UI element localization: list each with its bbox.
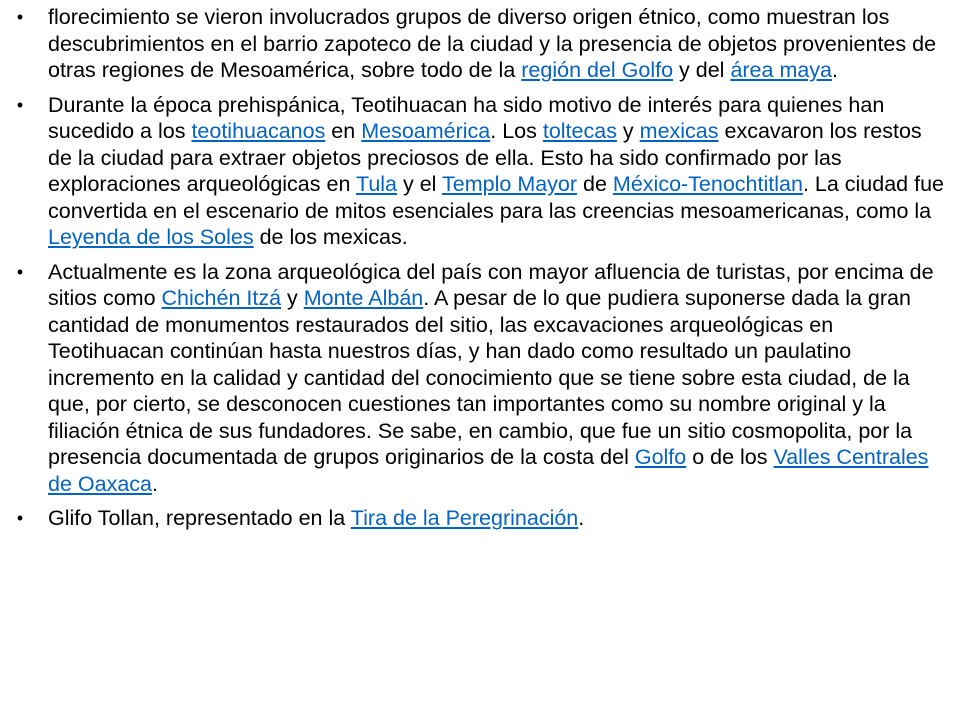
hyperlink[interactable]: Leyenda de los Soles bbox=[48, 225, 254, 249]
text-segment: excavaron los restos de la ciudad para extraer objetos preciosos de ella. Esto ha sido confirmado por las exploraciones arqueológicas en bbox=[48, 119, 922, 196]
bullet-item bbox=[10, 4, 946, 84]
hyperlink[interactable]: región del Golfo bbox=[521, 58, 674, 82]
hyperlink[interactable]: Templo Mayor bbox=[442, 172, 578, 196]
bullet-text bbox=[48, 93, 944, 250]
bullet-text bbox=[48, 506, 584, 530]
text-segment: florecimiento se vieron involucrados grupos de diverso origen étnico, como muestran los descubrimientos en el barrio zapoteco de la ciudad y la presencia de objetos provenientes de otras regiones de Mesoamérica, sobre todo de la bbox=[48, 5, 937, 82]
hyperlink[interactable]: Chichén Itzá bbox=[161, 286, 282, 310]
bullet-item bbox=[10, 259, 946, 498]
hyperlink[interactable]: Tira de la Peregrinación bbox=[350, 506, 579, 530]
text-segment: en bbox=[325, 119, 362, 143]
text-segment: y del bbox=[673, 58, 731, 82]
text-segment: . A pesar de lo que pudiera suponerse dada la gran cantidad de monumentos restaurados del sitio, las excavaciones arqueológicas en Teotihuacan continúan hasta nuestros días, y han dado como resultado un paulatino incremento en la calidad y cantidad del conocimiento que se tiene sobre esta ciudad, de la que, por cierto, se desconocen cuestiones tan importantes como su nombre original y la filiación étnica de sus fundadores. Se sabe, en cambio, que fue un sitio cosmopolita, por la presencia documentada de grupos originarios de la costa del bbox=[48, 286, 913, 469]
bullet-list bbox=[10, 4, 946, 532]
text-segment: y el bbox=[397, 172, 443, 196]
hyperlink[interactable]: toltecas bbox=[542, 119, 617, 143]
text-segment: . Los bbox=[490, 119, 543, 143]
bullet-text bbox=[48, 5, 936, 82]
hyperlink[interactable]: área maya bbox=[730, 58, 833, 82]
hyperlink[interactable]: México-Tenochtitlan bbox=[612, 172, 803, 196]
hyperlink[interactable]: Mesoamérica bbox=[361, 119, 491, 143]
text-segment: y bbox=[616, 119, 640, 143]
text-segment: . La ciudad fue convertida en el escenario de mitos esenciales para las creencias mesoamericanas, como la bbox=[48, 172, 944, 223]
bullet-item bbox=[10, 92, 946, 251]
text-segment: Actualmente es la zona arqueológica del país con mayor afluencia de turistas, por encima de sitios como bbox=[48, 259, 934, 310]
text-segment: de los mexicas. bbox=[253, 225, 408, 249]
hyperlink[interactable]: teotihuacanos bbox=[191, 119, 326, 143]
bullet-dot-icon: • bbox=[16, 94, 24, 115]
text-segment: Durante la época prehispánica, Teotihuacan ha sido motivo de interés para quienes han sucedido a los bbox=[48, 92, 885, 143]
bullet-dot-icon: • bbox=[16, 508, 24, 528]
bullet-text bbox=[48, 260, 934, 496]
bullet-dot-icon: • bbox=[16, 7, 24, 27]
text-segment: y bbox=[281, 286, 304, 310]
hyperlink[interactable]: Valles Centrales de Oaxaca bbox=[48, 445, 929, 496]
text-segment: Glifo Tollan, representado en la bbox=[48, 506, 351, 530]
hyperlink[interactable]: Monte Albán bbox=[303, 286, 424, 310]
bullet-dot-icon: • bbox=[16, 261, 24, 282]
text-segment: . bbox=[151, 471, 158, 496]
text-segment: . bbox=[578, 506, 585, 530]
hyperlink[interactable]: Tula bbox=[355, 172, 398, 196]
hyperlink[interactable]: Golfo bbox=[634, 445, 687, 469]
text-segment: de bbox=[577, 172, 613, 196]
text-segment: . bbox=[832, 58, 839, 82]
bullet-item bbox=[10, 505, 946, 532]
text-segment: o de los bbox=[686, 445, 774, 469]
hyperlink[interactable]: mexicas bbox=[639, 119, 719, 143]
